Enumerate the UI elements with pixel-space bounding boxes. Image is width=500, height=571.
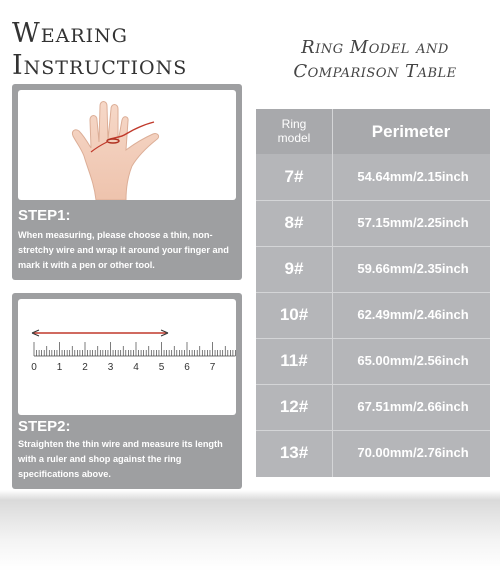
step2-label: STEP2: [18, 418, 71, 435]
row-divider [256, 246, 490, 247]
row-perimeter: 67.51mm/2.66inch [357, 399, 469, 414]
row-divider [256, 292, 490, 293]
row-size: 11# [280, 351, 308, 370]
table-row [256, 246, 490, 292]
page-title [12, 18, 187, 82]
step2-text: Straighten the thin wire and measure its length with a ruler and shop against the ring specifications above. [18, 439, 223, 479]
title-line-2: Instructions [12, 50, 188, 81]
ring-size-table [256, 109, 490, 477]
step1-text: When measuring, please choose a thin, non-stretchy wire and wrap it around your finger and mark it with a pen or other tool. [18, 230, 229, 270]
row-perimeter: 70.00mm/2.76inch [357, 445, 469, 460]
table-row [256, 154, 490, 200]
table-title [270, 36, 480, 84]
hand-with-wire-illustration [18, 90, 236, 200]
ruler-label: 4 [133, 362, 139, 373]
header-ring-model [256, 117, 332, 145]
ruler-label: 7 [209, 362, 216, 373]
table-row [256, 200, 490, 246]
header-ring-model-line2: model [277, 131, 311, 145]
ruler-label: 2 [82, 362, 88, 373]
ruler-photo [18, 299, 236, 415]
ruler-label: 0 [31, 362, 37, 373]
row-size: 7# [284, 167, 304, 186]
row-divider [256, 384, 490, 385]
table-title-line-1: Ring Model and [301, 37, 449, 58]
table-row [256, 430, 490, 476]
header-perimeter: Perimeter [371, 122, 451, 141]
table-header-row [256, 109, 490, 154]
row-divider [256, 200, 490, 201]
row-perimeter: 65.00mm/2.56inch [357, 353, 469, 368]
row-divider [256, 338, 490, 339]
title-line-1: Wearing [12, 18, 128, 49]
row-perimeter: 57.15mm/2.25inch [357, 215, 469, 230]
row-divider [256, 430, 490, 431]
row-size: 12# [279, 397, 309, 416]
row-size: 8# [284, 213, 304, 232]
step1-label: STEP1: [18, 207, 71, 224]
row-size: 13# [279, 443, 309, 462]
step1-card [12, 84, 242, 280]
row-size: 10# [279, 305, 309, 324]
ruler-label: 6 [184, 362, 190, 373]
ruler-label: 3 [107, 362, 114, 373]
row-perimeter: 59.66mm/2.35inch [357, 261, 469, 276]
row-perimeter: 62.49mm/2.46inch [357, 307, 469, 322]
row-size: 9# [284, 259, 304, 278]
ruler-labels [31, 362, 216, 373]
ruler-ticks [34, 342, 235, 356]
table-row [256, 384, 490, 430]
ruler-illustration [18, 299, 236, 415]
ruler-label: 1 [56, 362, 63, 373]
table-row [256, 292, 490, 338]
table-row [256, 338, 490, 384]
row-perimeter: 54.64mm/2.15inch [357, 169, 469, 184]
table-title-line-2: Comparison Table [293, 61, 457, 82]
header-ring-model-line1: Ring [281, 117, 307, 131]
ruler-label: 5 [158, 362, 165, 373]
hand-photo [18, 90, 236, 200]
step2-card [12, 293, 242, 489]
